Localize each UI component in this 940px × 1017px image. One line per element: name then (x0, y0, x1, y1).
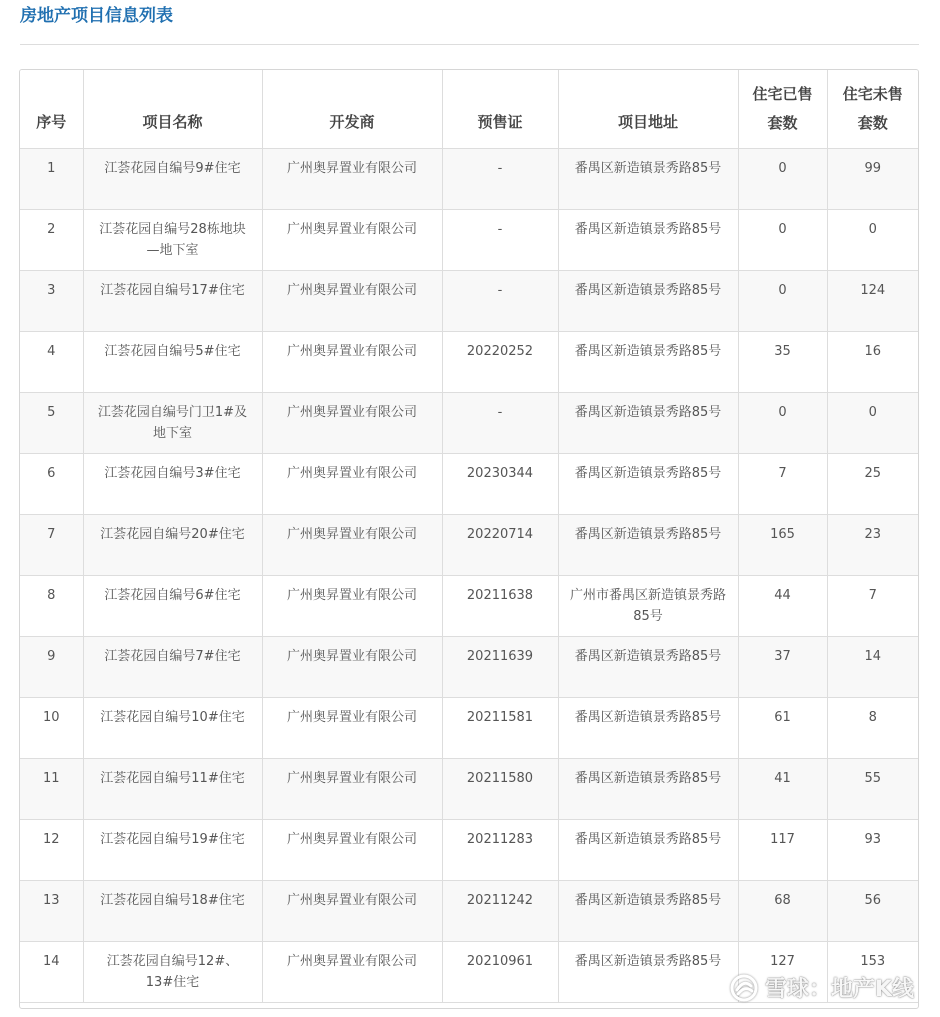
cell-index: 8 (20, 576, 83, 637)
cell-address: 番禺区新造镇景秀路85号 (558, 698, 738, 759)
cell-index: 6 (20, 454, 83, 515)
cell-unsold-units: 8 (827, 698, 918, 759)
cell-presale-permit: - (442, 271, 558, 332)
cell-index: 13 (20, 881, 83, 942)
page-title: 房地产项目信息列表 (20, 6, 173, 26)
cell-unsold-units: 124 (827, 271, 918, 332)
cell-unsold-units: 23 (827, 515, 918, 576)
cell-unsold-units: 56 (827, 881, 918, 942)
cell-sold-units: 7 (738, 454, 827, 515)
cell-unsold-units: 14 (827, 637, 918, 698)
cell-developer: 广州奥昇置业有限公司 (262, 271, 442, 332)
cell-sold-units: 165 (738, 515, 827, 576)
cell-sold-units: 0 (738, 393, 827, 454)
cell-presale-permit: 20211580 (442, 759, 558, 820)
cell-project-name: 江荟花园自编号7#住宅 (83, 637, 262, 698)
cell-address: 番禺区新造镇景秀路85号 (558, 271, 738, 332)
cell-address: 番禺区新造镇景秀路85号 (558, 454, 738, 515)
table-row (20, 759, 918, 820)
table-row (20, 454, 918, 515)
cell-presale-permit: - (442, 149, 558, 210)
cell-unsold-units: 7 (827, 576, 918, 637)
cell-developer: 广州奥昇置业有限公司 (262, 759, 442, 820)
cell-address: 番禺区新造镇景秀路85号 (558, 210, 738, 271)
cell-presale-permit: 20211639 (442, 637, 558, 698)
cell-project-name: 江荟花园自编号17#住宅 (83, 271, 262, 332)
cell-developer: 广州奥昇置业有限公司 (262, 942, 442, 1003)
cell-project-name: 江荟花园自编号10#住宅 (83, 698, 262, 759)
header-address: 项目地址 (558, 70, 738, 149)
cell-sold-units: 44 (738, 576, 827, 637)
header-unsold-line2: 套数 (857, 114, 888, 132)
header-sold-line2: 套数 (767, 114, 798, 132)
table-row (20, 149, 918, 210)
cell-project-name: 江荟花园自编号门卫1#及地下室 (83, 393, 262, 454)
cell-developer: 广州奥昇置业有限公司 (262, 454, 442, 515)
cell-unsold-units: 99 (827, 149, 918, 210)
project-table-container (19, 69, 919, 1009)
table-row (20, 698, 918, 759)
table-row (20, 515, 918, 576)
cell-presale-permit: 20220252 (442, 332, 558, 393)
cell-unsold-units: 0 (827, 210, 918, 271)
cell-presale-permit: 20211638 (442, 576, 558, 637)
header-developer: 开发商 (262, 70, 442, 149)
cell-presale-permit: - (442, 393, 558, 454)
cell-index: 3 (20, 271, 83, 332)
cell-project-name: 江荟花园自编号9#住宅 (83, 149, 262, 210)
cell-index: 12 (20, 820, 83, 881)
cell-unsold-units: 0 (827, 393, 918, 454)
header-unsold-units (827, 70, 918, 149)
cell-project-name: 江荟花园自编号18#住宅 (83, 881, 262, 942)
cell-address: 番禺区新造镇景秀路85号 (558, 881, 738, 942)
cell-project-name: 江荟花园自编号5#住宅 (83, 332, 262, 393)
table-row (20, 576, 918, 637)
header-presale-permit: 预售证 (442, 70, 558, 149)
cell-developer: 广州奥昇置业有限公司 (262, 149, 442, 210)
cell-sold-units: 61 (738, 698, 827, 759)
cell-index: 5 (20, 393, 83, 454)
table-row (20, 393, 918, 454)
cell-address: 番禺区新造镇景秀路85号 (558, 759, 738, 820)
cell-project-name: 江荟花园自编号3#住宅 (83, 454, 262, 515)
cell-address: 番禺区新造镇景秀路85号 (558, 820, 738, 881)
table-row (20, 210, 918, 271)
cell-index: 2 (20, 210, 83, 271)
cell-index: 11 (20, 759, 83, 820)
cell-index: 1 (20, 149, 83, 210)
cell-index: 4 (20, 332, 83, 393)
cell-developer: 广州奥昇置业有限公司 (262, 698, 442, 759)
table-row (20, 332, 918, 393)
cell-developer: 广州奥昇置业有限公司 (262, 393, 442, 454)
table-body (20, 149, 918, 1003)
cell-address: 番禺区新造镇景秀路85号 (558, 515, 738, 576)
cell-unsold-units: 93 (827, 820, 918, 881)
cell-unsold-units: 16 (827, 332, 918, 393)
header-unsold-line1: 住宅未售 (842, 85, 903, 103)
cell-project-name: 江荟花园自编号20#住宅 (83, 515, 262, 576)
header-index: 序号 (20, 70, 83, 149)
table-row (20, 271, 918, 332)
cell-sold-units: 68 (738, 881, 827, 942)
cell-developer: 广州奥昇置业有限公司 (262, 210, 442, 271)
cell-project-name: 江荟花园自编号19#住宅 (83, 820, 262, 881)
cell-presale-permit: 20211581 (442, 698, 558, 759)
cell-sold-units: 35 (738, 332, 827, 393)
cell-index: 9 (20, 637, 83, 698)
cell-developer: 广州奥昇置业有限公司 (262, 820, 442, 881)
table-row (20, 637, 918, 698)
cell-sold-units: 41 (738, 759, 827, 820)
cell-sold-units: 127 (738, 942, 827, 1003)
cell-presale-permit: 20220714 (442, 515, 558, 576)
table-row (20, 881, 918, 942)
cell-sold-units: 37 (738, 637, 827, 698)
cell-sold-units: 0 (738, 210, 827, 271)
cell-address: 番禺区新造镇景秀路85号 (558, 332, 738, 393)
table-header-row (20, 70, 918, 149)
cell-sold-units: 117 (738, 820, 827, 881)
title-divider (20, 44, 919, 45)
cell-sold-units: 0 (738, 271, 827, 332)
project-table (20, 70, 918, 1003)
cell-developer: 广州奥昇置业有限公司 (262, 515, 442, 576)
cell-developer: 广州奥昇置业有限公司 (262, 332, 442, 393)
cell-presale-permit: 20211242 (442, 881, 558, 942)
table-row (20, 942, 918, 1003)
cell-presale-permit: 20211283 (442, 820, 558, 881)
cell-address: 广州市番禺区新造镇景秀路85号 (558, 576, 738, 637)
cell-project-name: 江荟花园自编号11#住宅 (83, 759, 262, 820)
watermark-text: 雪球：地产K线 (764, 977, 914, 1002)
cell-project-name: 江荟花园自编号28栋地块—地下室 (83, 210, 262, 271)
cell-presale-permit: 20210961 (442, 942, 558, 1003)
cell-address: 番禺区新造镇景秀路85号 (558, 637, 738, 698)
cell-index: 7 (20, 515, 83, 576)
cell-index: 14 (20, 942, 83, 1003)
header-project-name: 项目名称 (83, 70, 262, 149)
cell-sold-units: 0 (738, 149, 827, 210)
cell-index: 10 (20, 698, 83, 759)
cell-project-name: 江荟花园自编号12#、13#住宅 (83, 942, 262, 1003)
header-sold-units (738, 70, 827, 149)
cell-unsold-units: 153 (827, 942, 918, 1003)
cell-developer: 广州奥昇置业有限公司 (262, 637, 442, 698)
table-row (20, 820, 918, 881)
cell-address: 番禺区新造镇景秀路85号 (558, 393, 738, 454)
cell-address: 番禺区新造镇景秀路85号 (558, 942, 738, 1003)
header-sold-line1: 住宅已售 (752, 85, 813, 103)
cell-project-name: 江荟花园自编号6#住宅 (83, 576, 262, 637)
cell-unsold-units: 25 (827, 454, 918, 515)
cell-developer: 广州奥昇置业有限公司 (262, 881, 442, 942)
cell-developer: 广州奥昇置业有限公司 (262, 576, 442, 637)
cell-presale-permit: - (442, 210, 558, 271)
cell-address: 番禺区新造镇景秀路85号 (558, 149, 738, 210)
cell-unsold-units: 55 (827, 759, 918, 820)
cell-presale-permit: 20230344 (442, 454, 558, 515)
